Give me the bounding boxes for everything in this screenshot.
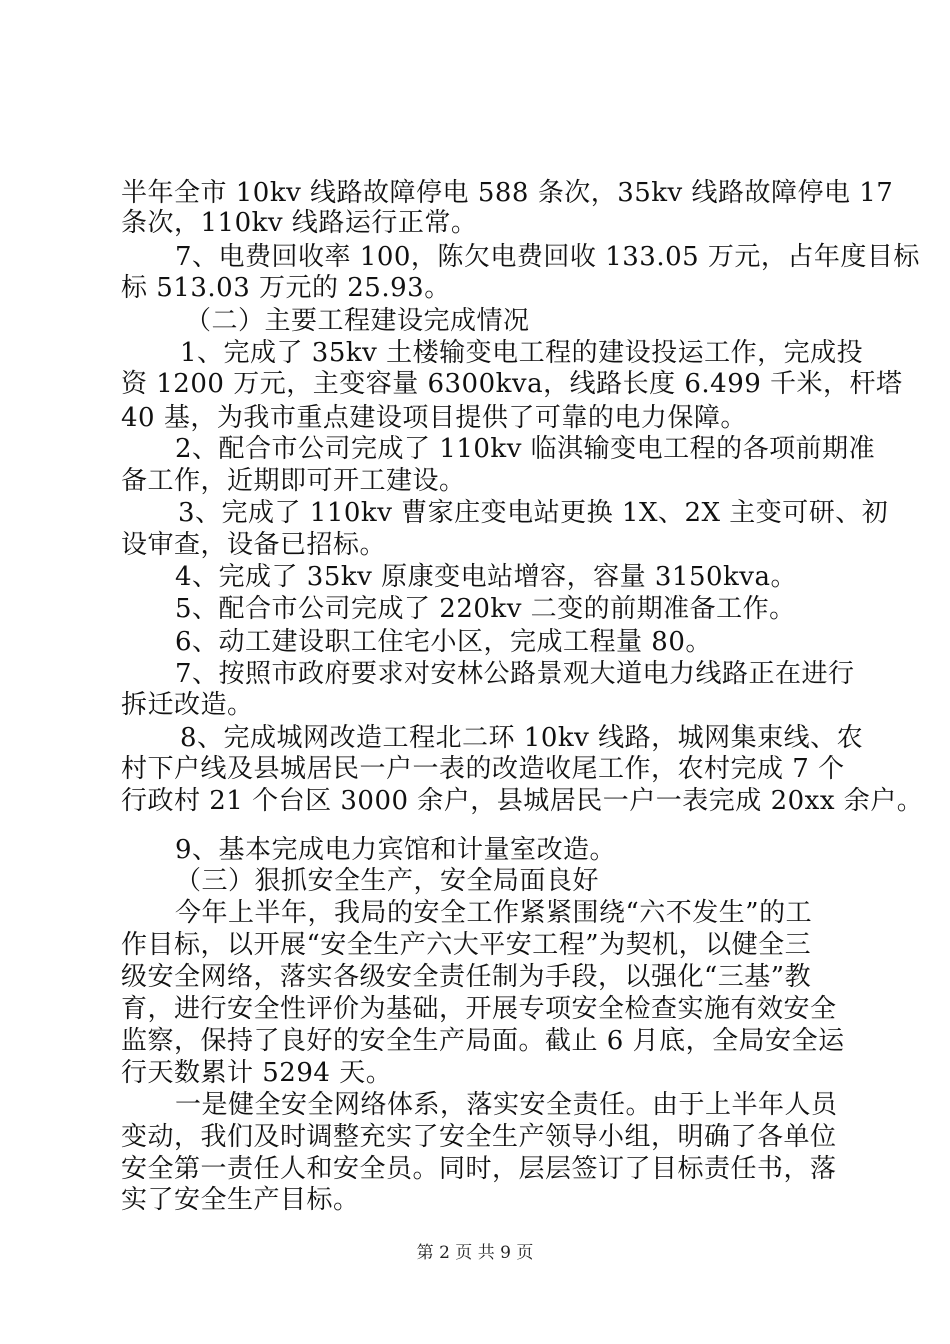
text-line: 拆迁改造。 <box>121 690 254 720</box>
text-line: 1、完成了 35kv 土楼输变电工程的建设投运工作，完成投 <box>180 338 864 368</box>
text-line: 实了安全生产目标。 <box>121 1185 360 1215</box>
text-line: 2、配合市公司完成了 110kv 临淇输变电工程的各项前期准 <box>175 434 876 464</box>
text-line: 设审查，设备已招标。 <box>121 530 387 560</box>
text-line: 资 1200 万元，主变容量 6300kva，线路长度 6.499 千米，杆塔 <box>121 369 903 399</box>
text-line: 育，进行安全性评价为基础，开展专项安全检查实施有效安全 <box>121 994 837 1024</box>
text-line: 变动，我们及时调整充实了安全生产领导小组，明确了各单位 <box>121 1122 837 1152</box>
text-line: 3、完成了 110kv 曹家庄变电站更换 1X、2X 主变可研、初 <box>178 498 889 528</box>
text-line: 7、电费回收率 100，陈欠电费回收 133.05 万元，占年度目标 <box>175 242 920 272</box>
text-line: 行政村 21 个台区 3000 余户，县城居民一户一表完成 20xx 余户。 <box>121 786 924 816</box>
text-line: 40 基，为我市重点建设项目提供了可靠的电力保障。 <box>121 403 747 433</box>
text-line: 9、基本完成电力宾馆和计量室改造。 <box>175 835 617 865</box>
text-line: 村下户线及县城居民一户一表的改造收尾工作，农村完成 7 个 <box>121 754 845 784</box>
text-line: 5、配合市公司完成了 220kv 二变的前期准备工作。 <box>175 594 796 624</box>
text-line: 8、完成城网改造工程北二环 10kv 线路，城网集束线、农 <box>180 723 864 753</box>
text-line: 标 513.03 万元的 25.93。 <box>121 273 451 303</box>
text-line: 条次，110kv 线路运行正常。 <box>121 208 478 238</box>
text-line: 行天数累计 5294 天。 <box>121 1058 393 1088</box>
section-heading: （三）狠抓安全生产，安全局面良好 <box>175 866 600 896</box>
text-line: 备工作，近期即可开工建设。 <box>121 466 466 496</box>
text-line: 监察，保持了良好的安全生产局面。截止 6 月底，全局安全运 <box>121 1026 845 1056</box>
text-line: 一是健全安全网络体系，落实安全责任。由于上半年人员 <box>175 1090 838 1120</box>
text-line: 级安全网络，落实各级安全责任制为手段，以强化“三基”教 <box>121 962 812 992</box>
text-line: 6、动工建设职工住宅小区，完成工程量 80。 <box>175 627 712 657</box>
section-heading: （二）主要工程建设完成情况 <box>185 306 530 336</box>
text-line: 7、按照市政府要求对安林公路景观大道电力线路正在进行 <box>175 659 855 689</box>
text-line: 4、完成了 35kv 原康变电站增容，容量 3150kva。 <box>175 562 797 592</box>
text-line: 半年全市 10kv 线路故障停电 588 条次，35kv 线路故障停电 17 <box>121 178 894 208</box>
page-number: 第 2 页 共 9 页 <box>416 1243 534 1263</box>
text-line: 安全第一责任人和安全员。同时，层层签订了目标责任书，落 <box>121 1154 837 1184</box>
text-line: 今年上半年，我局的安全工作紧紧围绕“六不发生”的工 <box>175 898 813 928</box>
text-line: 作目标，以开展“安全生产六大平安工程”为契机，以健全三 <box>121 930 812 960</box>
